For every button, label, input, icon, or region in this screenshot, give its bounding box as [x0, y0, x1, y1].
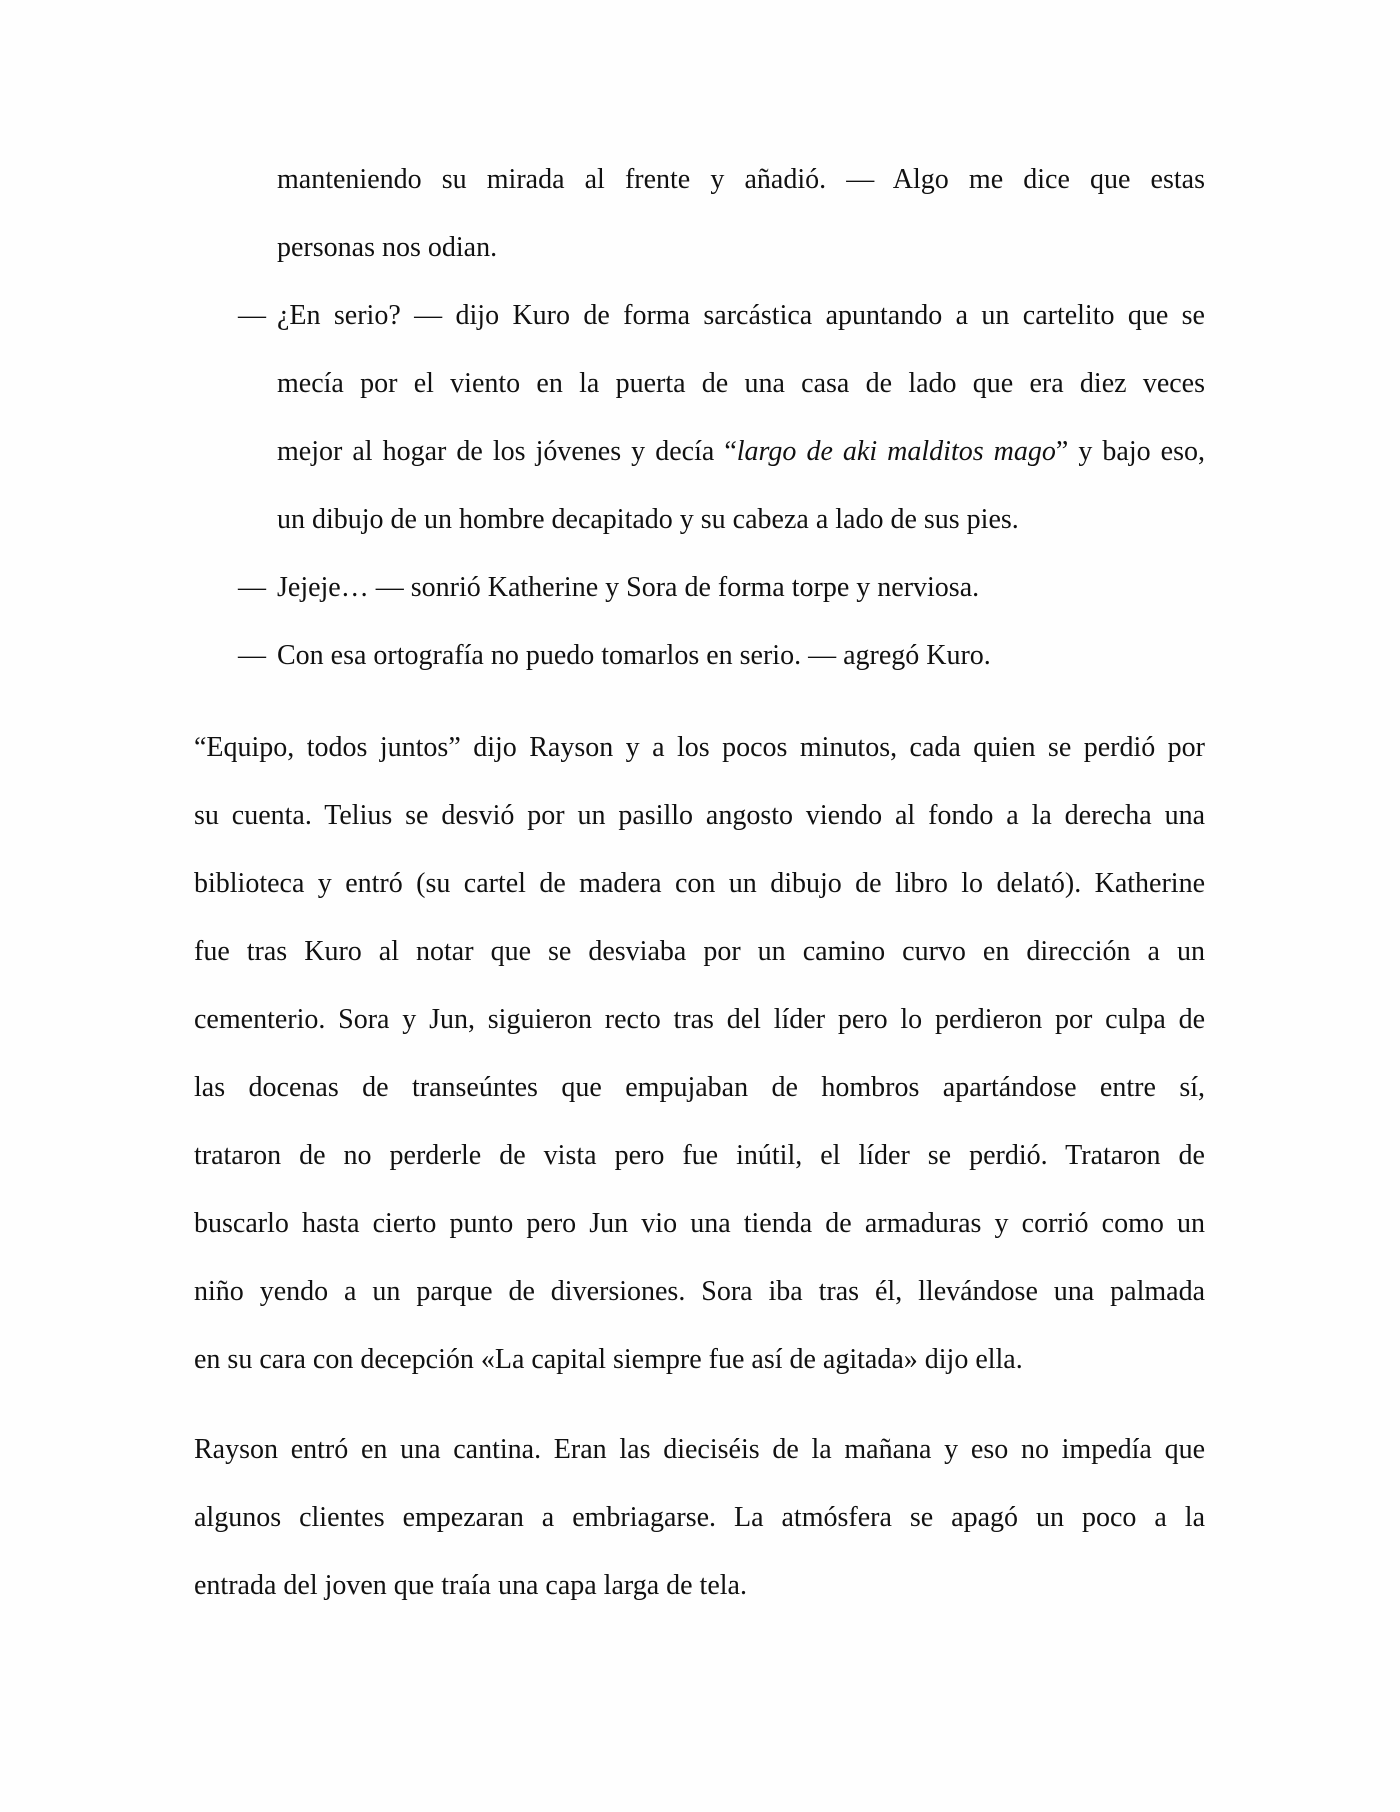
text-line: cementerio. Sora y Jun, siguieron recto tras del líder pero lo perdieron por culpa de	[194, 1004, 1205, 1035]
dialogue-dash: —	[238, 300, 266, 331]
text-segment: mejor al hogar de los jóvenes y decía “	[277, 436, 737, 467]
text-line: trataron de no perderle de vista pero fue inútil, el líder se perdió. Trataron de	[194, 1140, 1205, 1171]
text-line: algunos clientes empezaran a embriagarse. La atmósfera se apagó un poco a la	[194, 1502, 1205, 1533]
text-line: “Equipo, todos juntos” dijo Rayson y a los pocos minutos, cada quien se perdió por	[194, 732, 1205, 763]
text-line	[277, 432, 1205, 472]
text-line: un dibujo de un hombre decapitado y su cabeza a lado de sus pies.	[277, 504, 1019, 535]
text-line: Rayson entró en una cantina. Eran las dieciséis de la mañana y eso no impedía que	[194, 1434, 1205, 1465]
text-line: entrada del joven que traía una capa larga de tela.	[194, 1570, 747, 1601]
text-line: biblioteca y entró (su cartel de madera con un dibujo de libro lo delató). Katherine	[194, 868, 1205, 899]
text-line: Con esa ortografía no puedo tomarlos en serio. — agregó Kuro.	[277, 640, 991, 671]
text-line: mecía por el viento en la puerta de una casa de lado que era diez veces	[277, 368, 1205, 399]
text-line: buscarlo hasta cierto punto pero Jun vio una tienda de armaduras y corrió como un	[194, 1208, 1205, 1239]
text-line: su cuenta. Telius se desvió por un pasillo angosto viendo al fondo a la derecha una	[194, 800, 1205, 831]
text-line: Jejeje… — sonrió Katherine y Sora de forma torpe y nerviosa.	[277, 572, 980, 603]
text-line: ¿En serio? — dijo Kuro de forma sarcástica apuntando a un cartelito que se	[277, 300, 1205, 331]
text-segment: ” y bajo eso,	[1055, 436, 1205, 467]
text-line: las docenas de transeúntes que empujaban de hombros apartándose entre sí,	[194, 1072, 1205, 1103]
text-line: fue tras Kuro al notar que se desviaba por un camino curvo en dirección a un	[194, 936, 1205, 967]
sign-quote: largo de aki malditos mago	[736, 436, 1056, 467]
text-line: niño yendo a un parque de diversiones. Sora iba tras él, llevándose una palmada	[194, 1276, 1205, 1307]
text-line: personas nos odian.	[277, 232, 498, 263]
text-line: en su cara con decepción «La capital siempre fue así de agitada» dijo ella.	[194, 1344, 1023, 1375]
dialogue-dash: —	[238, 640, 266, 671]
text-line: manteniendo su mirada al frente y añadió. — Algo me dice que estas	[277, 164, 1205, 195]
dialogue-dash: —	[238, 572, 266, 603]
